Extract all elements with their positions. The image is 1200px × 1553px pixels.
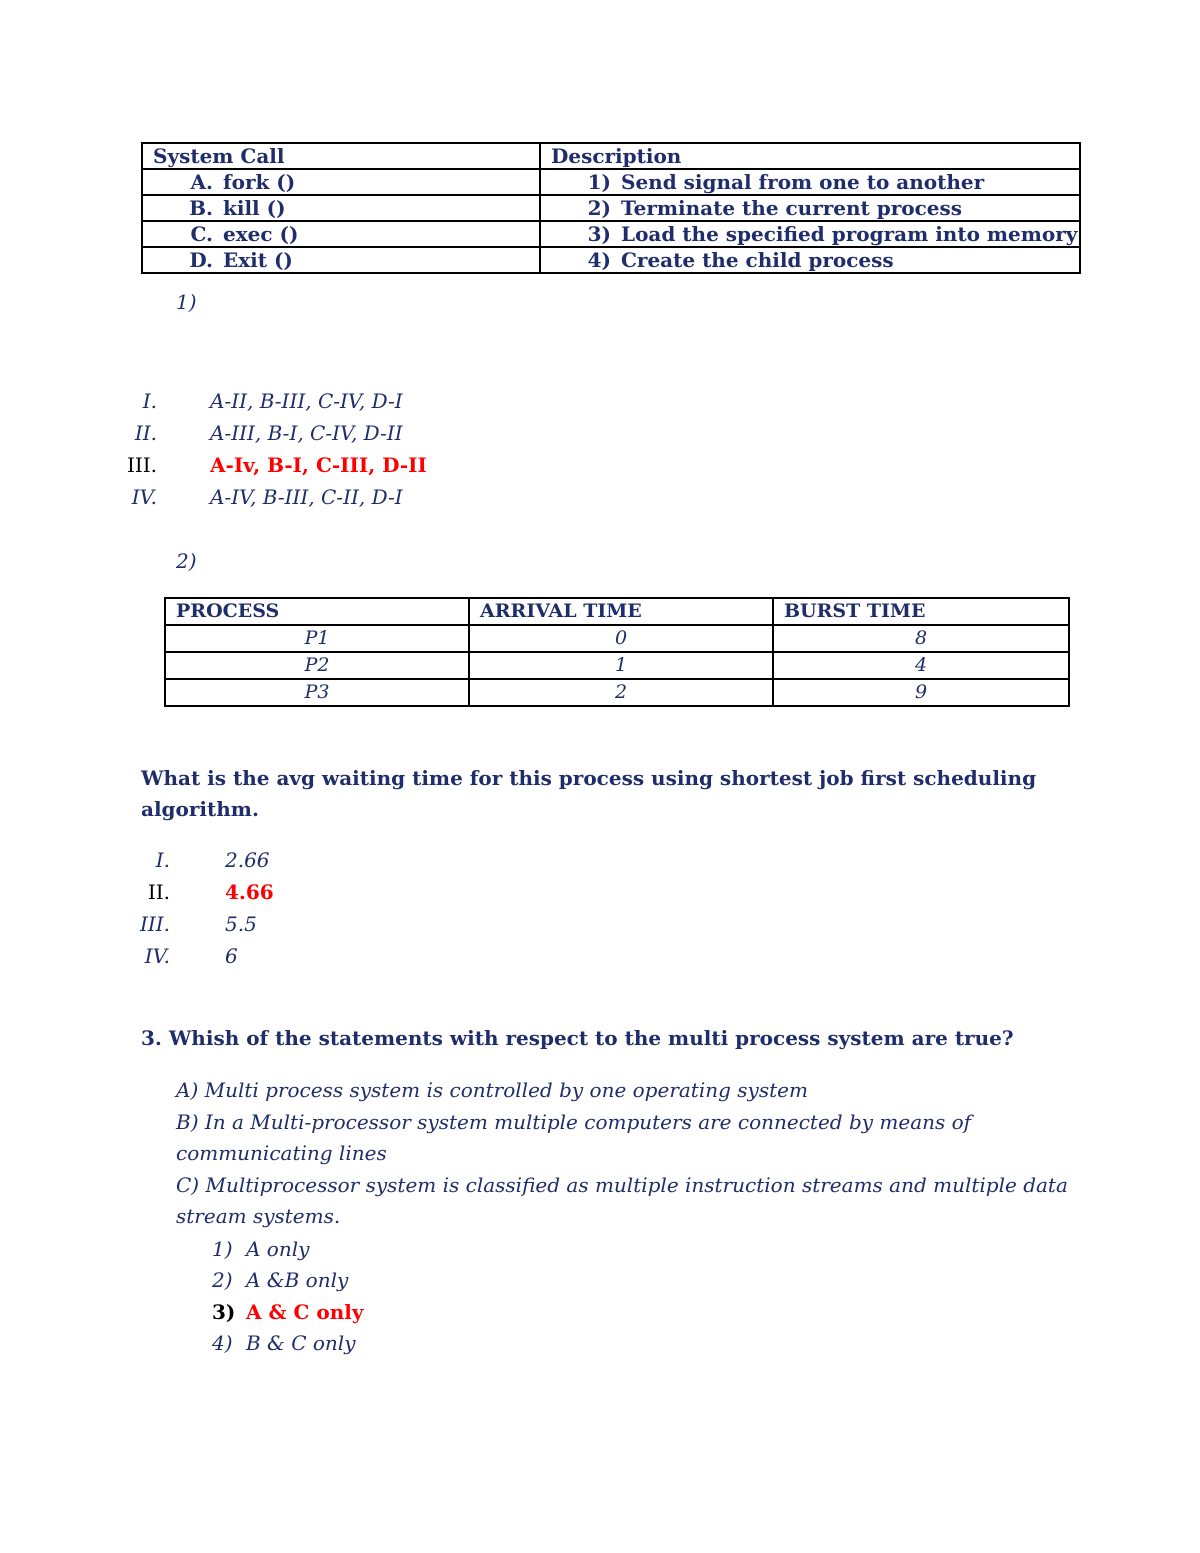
row-number: 2) bbox=[587, 196, 611, 220]
q2-option-3 bbox=[110, 909, 410, 939]
q2-option-text: 4.66 bbox=[225, 880, 274, 904]
burst-cell: 8 bbox=[773, 625, 1069, 652]
table-row bbox=[165, 652, 1069, 679]
description-text: Terminate the current process bbox=[621, 196, 963, 220]
system-call-cell bbox=[142, 247, 540, 273]
q3-choice-3-correct bbox=[212, 1297, 363, 1328]
row-letter: B. bbox=[189, 196, 213, 220]
row-letter: D. bbox=[189, 248, 213, 272]
burst-cell: 4 bbox=[773, 652, 1069, 679]
q2-option-text: 6 bbox=[225, 944, 238, 968]
header-description: Description bbox=[540, 143, 1080, 169]
process-table bbox=[164, 597, 1070, 707]
q3-statement-c: C) Multiprocessor system is classified as multiple instruction streams and multiple data bbox=[176, 1172, 1068, 1197]
q1-option-text: A-II, B-III, C-IV, D-I bbox=[210, 389, 403, 413]
q1-option-roman: I. bbox=[142, 389, 157, 413]
row-number: 4) bbox=[587, 248, 611, 272]
q1-option-3-correct bbox=[100, 450, 600, 480]
table-header-row bbox=[142, 143, 1080, 169]
q3-choice-text: A only bbox=[246, 1237, 310, 1261]
q3-statement-b: B) In a Multi-processor system multiple computers are connected by means of bbox=[176, 1109, 972, 1134]
system-call-name: exec () bbox=[223, 222, 299, 246]
row-number: 1) bbox=[587, 170, 611, 194]
row-letter: A. bbox=[190, 170, 213, 194]
description-cell bbox=[540, 247, 1080, 273]
q3-choice-2 bbox=[212, 1265, 348, 1296]
q3-choice-number: 2) bbox=[212, 1268, 233, 1292]
q1-option-roman: III. bbox=[126, 453, 157, 477]
q1-option-text: A-Iv, B-I, C-III, D-II bbox=[210, 453, 427, 477]
q1-option-roman: II. bbox=[134, 421, 157, 445]
q3-choice-4 bbox=[212, 1328, 356, 1359]
q3-statements bbox=[176, 1075, 1068, 1233]
q1-option-text: A-IV, B-III, C-II, D-I bbox=[210, 485, 403, 509]
description-cell bbox=[540, 169, 1080, 195]
arrival-cell: 2 bbox=[469, 679, 773, 706]
table-row bbox=[165, 625, 1069, 652]
description-text: Load the specified program into memory bbox=[621, 222, 1078, 246]
q2-option-roman: IV. bbox=[144, 944, 170, 968]
q1-option-4 bbox=[100, 482, 600, 512]
question-2-line-2: algorithm. bbox=[141, 797, 259, 821]
question-2-number: 2) bbox=[176, 549, 197, 573]
q3-choice-number: 4) bbox=[212, 1331, 233, 1355]
q3-choice-text: A &B only bbox=[246, 1268, 349, 1292]
q3-statement-c-cont: stream systems. bbox=[176, 1204, 341, 1228]
q1-option-roman: IV. bbox=[131, 485, 157, 509]
q2-option-text: 5.5 bbox=[225, 912, 257, 936]
table-header-row bbox=[165, 598, 1069, 625]
system-call-table bbox=[141, 142, 1081, 274]
system-call-cell bbox=[142, 195, 540, 221]
q3-choice-1 bbox=[212, 1234, 309, 1265]
q3-choice-text: A & C only bbox=[246, 1300, 364, 1324]
question-1-number: 1) bbox=[176, 290, 197, 314]
burst-cell: 9 bbox=[773, 679, 1069, 706]
table-row bbox=[142, 247, 1080, 273]
system-call-name: kill () bbox=[223, 196, 286, 220]
system-call-cell bbox=[142, 169, 540, 195]
q2-option-2-correct bbox=[110, 877, 410, 907]
question-2-line-1: What is the avg waiting time for this process using shortest job first scheduling bbox=[141, 766, 1037, 790]
question-2-text bbox=[141, 763, 1036, 825]
q2-option-1 bbox=[110, 845, 410, 875]
q2-option-text: 2.66 bbox=[225, 848, 270, 872]
q2-option-4 bbox=[110, 941, 410, 971]
table-row bbox=[142, 169, 1080, 195]
arrival-cell: 1 bbox=[469, 652, 773, 679]
description-text: Create the child process bbox=[621, 248, 894, 272]
description-cell bbox=[540, 221, 1080, 247]
process-cell: P2 bbox=[165, 652, 469, 679]
row-number: 3) bbox=[587, 222, 611, 246]
table-row bbox=[142, 221, 1080, 247]
q1-option-text: A-III, B-I, C-IV, D-II bbox=[210, 421, 403, 445]
table-row bbox=[142, 195, 1080, 221]
header-arrival-time: ARRIVAL TIME bbox=[469, 598, 773, 625]
process-cell: P3 bbox=[165, 679, 469, 706]
system-call-cell bbox=[142, 221, 540, 247]
q3-statement-b-cont: communicating lines bbox=[176, 1141, 387, 1165]
row-letter: C. bbox=[190, 222, 213, 246]
system-call-name: fork () bbox=[223, 170, 296, 194]
process-cell: P1 bbox=[165, 625, 469, 652]
q3-choice-text: B & C only bbox=[246, 1331, 356, 1355]
q3-choice-number: 3) bbox=[212, 1300, 236, 1324]
header-process: PROCESS bbox=[165, 598, 469, 625]
description-text: Send signal from one to another bbox=[621, 170, 985, 194]
q1-option-2 bbox=[100, 418, 600, 448]
description-cell bbox=[540, 195, 1080, 221]
question-3-text: 3. Whish of the statements with respect to the multi process system are true? bbox=[141, 1026, 1014, 1050]
table-row bbox=[165, 679, 1069, 706]
q3-choice-number: 1) bbox=[212, 1237, 233, 1261]
q2-option-roman: II. bbox=[147, 880, 170, 904]
arrival-cell: 0 bbox=[469, 625, 773, 652]
q2-option-roman: I. bbox=[155, 848, 170, 872]
header-burst-time: BURST TIME bbox=[773, 598, 1069, 625]
q1-option-1 bbox=[100, 386, 600, 416]
q3-statement-a: A) Multi process system is controlled by one operating system bbox=[176, 1078, 808, 1102]
system-call-name: Exit () bbox=[223, 248, 293, 272]
header-system-call: System Call bbox=[142, 143, 540, 169]
q2-option-roman: III. bbox=[139, 912, 170, 936]
